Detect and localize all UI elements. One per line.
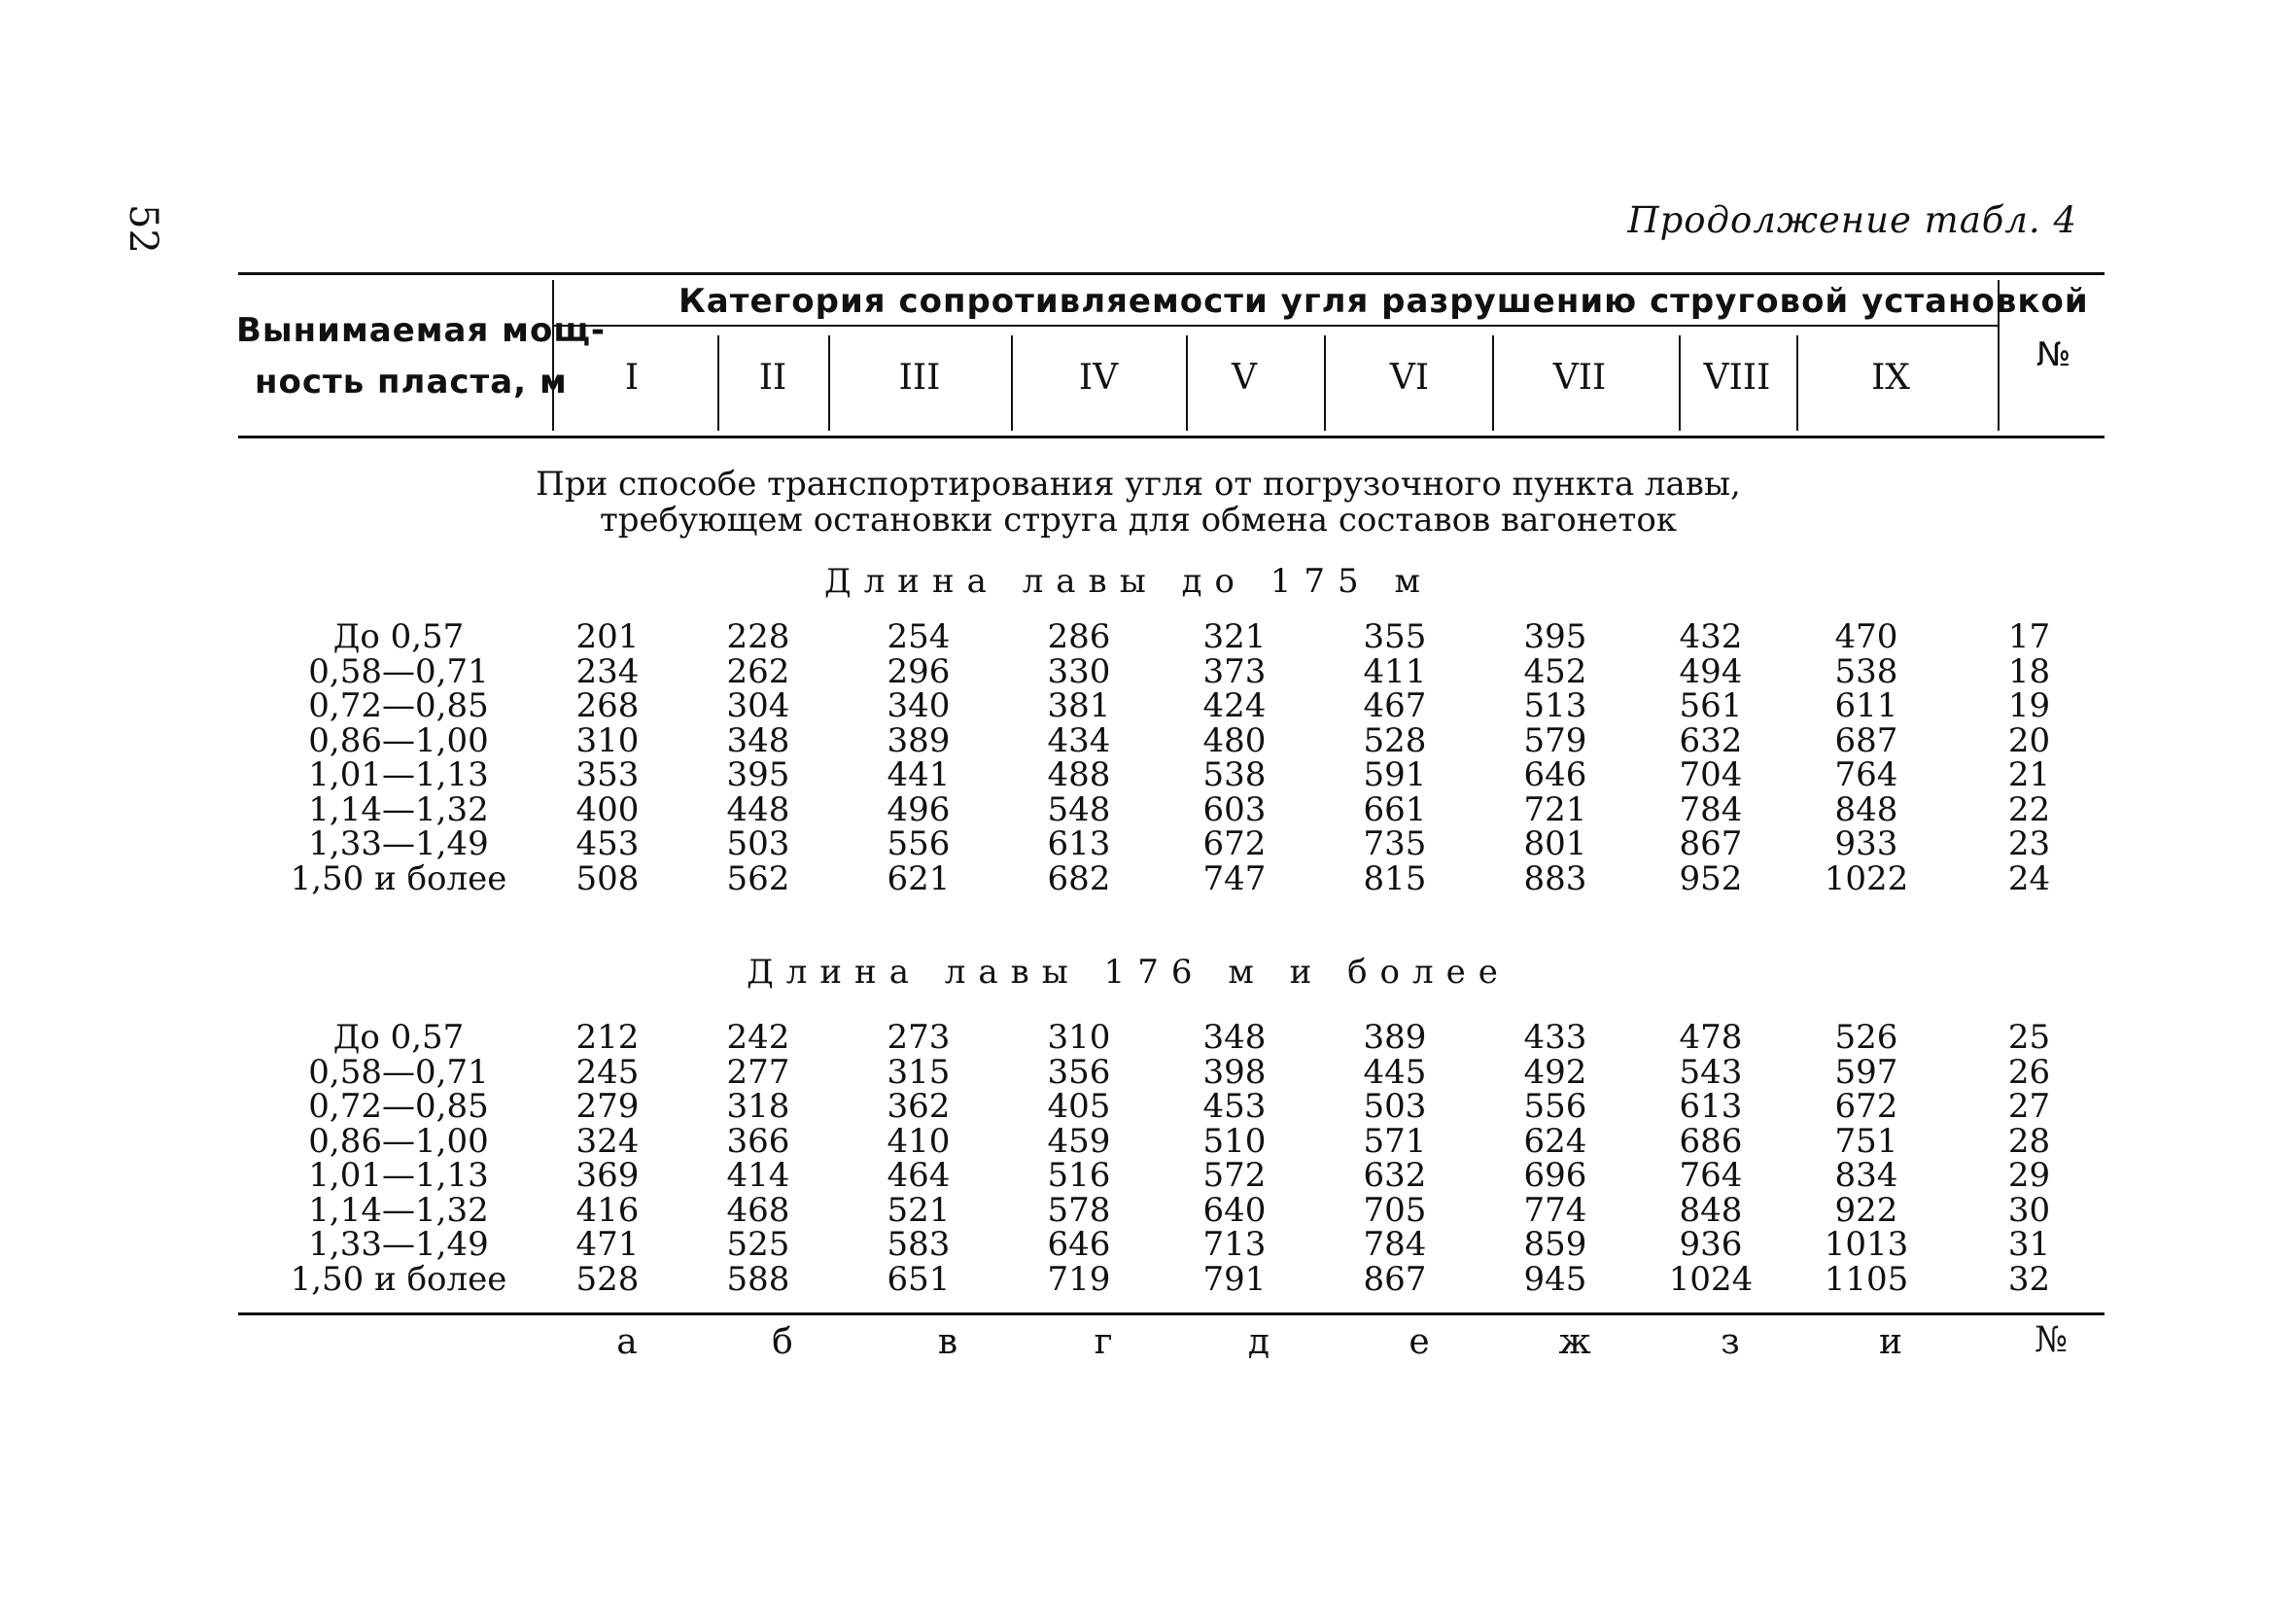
row-number-cell: 21	[2007, 755, 2051, 794]
value-cell: 613	[1679, 1087, 1743, 1126]
value-cell: 432	[1679, 617, 1743, 656]
table-row	[262, 689, 2114, 724]
thickness-cell: 1,33—1,49	[308, 824, 489, 863]
value-cell: 784	[1679, 789, 1743, 829]
value-cell: 424	[1202, 686, 1267, 725]
value-cell: 273	[887, 1018, 951, 1057]
value-cell: 445	[1363, 1052, 1427, 1092]
value-cell: 632	[1363, 1156, 1427, 1195]
value-cell: 279	[575, 1087, 640, 1126]
value-cell: 646	[1047, 1225, 1111, 1264]
value-cell: 1022	[1824, 858, 1909, 898]
thickness-cell: 1,01—1,13	[308, 755, 489, 794]
value-cell: 661	[1363, 789, 1427, 829]
header-separator	[552, 280, 554, 431]
category-header-cell: II	[758, 358, 787, 398]
value-cell: 747	[1202, 858, 1267, 898]
row-number-cell: 23	[2007, 824, 2051, 863]
value-cell: 353	[575, 755, 640, 794]
thickness-cell: 0,86—1,00	[308, 720, 489, 760]
value-cell: 201	[575, 617, 640, 656]
value-cell: 262	[726, 651, 790, 691]
value-cell: 468	[726, 1190, 790, 1230]
value-cell: 492	[1523, 1052, 1587, 1092]
row-label-header-line2: ность пласта, м	[255, 363, 568, 402]
value-cell: 304	[726, 686, 790, 725]
column-letter: б	[772, 1322, 793, 1362]
value-cell: 687	[1834, 720, 1898, 760]
value-cell: 672	[1834, 1087, 1898, 1126]
value-cell: 735	[1363, 824, 1427, 863]
row-number-cell: 27	[2007, 1087, 2051, 1126]
value-cell: 459	[1047, 1121, 1111, 1161]
thickness-cell: 1,50 и более	[290, 858, 507, 898]
category-header-cell: V	[1232, 358, 1257, 398]
value-cell: 526	[1834, 1018, 1898, 1057]
value-cell: 815	[1363, 858, 1427, 898]
value-cell: 867	[1679, 824, 1743, 863]
row-number-cell: 17	[2007, 617, 2051, 656]
value-cell: 646	[1523, 755, 1587, 794]
value-cell: 848	[1679, 1190, 1743, 1230]
value-cell: 556	[1523, 1087, 1587, 1126]
table-row	[262, 724, 2114, 759]
row-number-cell: 26	[2007, 1052, 2051, 1092]
thickness-cell: 1,50 и более	[290, 1259, 507, 1299]
table-row	[262, 1090, 2114, 1125]
value-cell: 478	[1679, 1018, 1743, 1057]
value-cell: 318	[726, 1087, 790, 1126]
value-cell: 528	[1363, 720, 1427, 760]
value-cell: 242	[726, 1018, 790, 1057]
value-cell: 848	[1834, 789, 1898, 829]
value-cell: 410	[887, 1121, 951, 1161]
row-number-cell: 32	[2007, 1259, 2051, 1299]
column-letter: ж	[1558, 1322, 1591, 1362]
value-cell: 510	[1202, 1121, 1267, 1161]
row-number-cell: 30	[2007, 1190, 2051, 1230]
table-row	[262, 1263, 2114, 1298]
value-cell: 562	[726, 858, 790, 898]
row-label-header-line1: Вынимаемая мощ-	[236, 311, 607, 350]
value-cell: 369	[575, 1156, 640, 1195]
value-cell: 496	[887, 789, 951, 829]
value-cell: 471	[575, 1225, 640, 1264]
value-cell: 416	[575, 1190, 640, 1230]
transport-note-line2: требующем остановки струга для обмена составов вагонеток	[599, 501, 1678, 540]
table-continuation-caption: Продолжение табл. 4	[1627, 199, 2077, 241]
thickness-cell: 1,14—1,32	[308, 1190, 489, 1230]
thickness-cell: 1,14—1,32	[308, 789, 489, 829]
number-column-header: №	[2036, 335, 2072, 374]
header-separator	[1324, 335, 1326, 431]
value-cell: 561	[1679, 686, 1743, 725]
value-cell: 433	[1523, 1018, 1587, 1057]
header-separator	[1796, 335, 1798, 431]
value-cell: 528	[575, 1259, 640, 1299]
value-cell: 400	[575, 789, 640, 829]
value-cell: 411	[1363, 651, 1427, 691]
footer-number-label: №	[2034, 1320, 2069, 1360]
category-header-cell: VII	[1552, 358, 1607, 398]
table-row	[262, 655, 2114, 690]
value-cell: 254	[887, 617, 951, 656]
value-cell: 791	[1202, 1259, 1267, 1299]
value-cell: 373	[1202, 651, 1267, 691]
value-cell: 651	[887, 1259, 951, 1299]
column-letter: и	[1879, 1322, 1902, 1362]
value-cell: 277	[726, 1052, 790, 1092]
value-cell: 453	[1202, 1087, 1267, 1126]
value-cell: 572	[1202, 1156, 1267, 1195]
column-letter: г	[1094, 1322, 1113, 1362]
value-cell: 632	[1679, 720, 1743, 760]
thickness-cell: 1,01—1,13	[308, 1156, 489, 1195]
value-cell: 366	[726, 1121, 790, 1161]
value-cell: 389	[1363, 1018, 1427, 1057]
value-cell: 389	[887, 720, 951, 760]
table-row	[262, 1228, 2114, 1263]
header-separator	[1011, 335, 1013, 431]
category-header-cell: III	[898, 358, 941, 398]
value-cell: 1013	[1824, 1225, 1909, 1264]
value-cell: 721	[1523, 789, 1587, 829]
value-cell: 310	[575, 720, 640, 760]
value-cell: 883	[1523, 858, 1587, 898]
thickness-cell: 0,72—0,85	[308, 686, 489, 725]
value-cell: 1024	[1668, 1259, 1754, 1299]
header-separator	[1679, 335, 1681, 431]
value-cell: 834	[1834, 1156, 1898, 1195]
data-table-section2	[262, 1018, 2114, 1299]
value-cell: 448	[726, 789, 790, 829]
table-bottom-rule	[238, 1312, 2105, 1315]
table-row	[262, 1021, 2114, 1056]
value-cell: 859	[1523, 1225, 1587, 1264]
value-cell: 696	[1523, 1156, 1587, 1195]
table-row	[262, 793, 2114, 828]
row-number-cell: 19	[2007, 686, 2051, 725]
value-cell: 245	[575, 1052, 640, 1092]
row-number-cell: 29	[2007, 1156, 2051, 1195]
value-cell: 348	[726, 720, 790, 760]
value-cell: 588	[726, 1259, 790, 1299]
value-cell: 682	[1047, 858, 1111, 898]
thickness-cell: 1,33—1,49	[308, 1225, 489, 1264]
value-cell: 611	[1834, 686, 1898, 725]
row-number-cell: 20	[2007, 720, 2051, 760]
table-row	[262, 1159, 2114, 1194]
thickness-cell: 0,58—0,71	[308, 651, 489, 691]
value-cell: 764	[1834, 755, 1898, 794]
value-cell: 591	[1363, 755, 1427, 794]
value-cell: 395	[1523, 617, 1587, 656]
value-cell: 381	[1047, 686, 1111, 725]
transport-note-line1: При способе транспортирования угля от погрузочного пункта лавы,	[536, 465, 1741, 504]
value-cell: 640	[1202, 1190, 1267, 1230]
value-cell: 672	[1202, 824, 1267, 863]
row-number-cell: 18	[2007, 651, 2051, 691]
value-cell: 867	[1363, 1259, 1427, 1299]
value-cell: 330	[1047, 651, 1111, 691]
value-cell: 296	[887, 651, 951, 691]
value-cell: 774	[1523, 1190, 1587, 1230]
value-cell: 398	[1202, 1052, 1267, 1092]
value-cell: 405	[1047, 1087, 1111, 1126]
value-cell: 508	[575, 858, 640, 898]
value-cell: 578	[1047, 1190, 1111, 1230]
category-header-cell: VI	[1389, 358, 1430, 398]
category-header-cell: IV	[1078, 358, 1119, 398]
value-cell: 571	[1363, 1121, 1427, 1161]
value-cell: 751	[1834, 1121, 1898, 1161]
value-cell: 464	[887, 1156, 951, 1195]
value-cell: 434	[1047, 720, 1111, 760]
value-cell: 945	[1523, 1259, 1587, 1299]
value-cell: 324	[575, 1121, 640, 1161]
row-number-cell: 31	[2007, 1225, 2051, 1264]
value-cell: 1105	[1824, 1259, 1909, 1299]
value-cell: 234	[575, 651, 640, 691]
value-cell: 503	[1363, 1087, 1427, 1126]
value-cell: 705	[1363, 1190, 1427, 1230]
value-cell: 538	[1202, 755, 1267, 794]
value-cell: 597	[1834, 1052, 1898, 1092]
thickness-cell: 0,72—0,85	[308, 1087, 489, 1126]
value-cell: 340	[887, 686, 951, 725]
value-cell: 395	[726, 755, 790, 794]
value-cell: 494	[1679, 651, 1743, 691]
column-letter: з	[1721, 1322, 1740, 1362]
value-cell: 538	[1834, 651, 1898, 691]
value-cell: 543	[1679, 1052, 1743, 1092]
header-bottom-rule	[238, 436, 2105, 438]
row-number-cell: 24	[2007, 858, 2051, 898]
category-header-cell: VIII	[1703, 358, 1771, 398]
thickness-cell: До 0,57	[332, 617, 465, 656]
header-top-rule	[238, 272, 2105, 275]
category-header: Категория сопротивляемости угля разрушению струговой установкой	[678, 282, 2089, 321]
table-row	[262, 1056, 2114, 1091]
value-cell: 686	[1679, 1121, 1743, 1161]
row-number-cell: 22	[2007, 789, 2051, 829]
column-letter: в	[937, 1322, 958, 1362]
value-cell: 936	[1679, 1225, 1743, 1264]
value-cell: 467	[1363, 686, 1427, 725]
value-cell: 348	[1202, 1018, 1267, 1057]
table-row	[262, 620, 2114, 655]
row-number-cell: 25	[2007, 1018, 2051, 1057]
value-cell: 228	[726, 617, 790, 656]
value-cell: 414	[726, 1156, 790, 1195]
thickness-cell: До 0,57	[332, 1018, 465, 1057]
value-cell: 603	[1202, 789, 1267, 829]
value-cell: 480	[1202, 720, 1267, 760]
value-cell: 583	[887, 1225, 951, 1264]
value-cell: 922	[1834, 1190, 1898, 1230]
table-row	[262, 1125, 2114, 1160]
value-cell: 713	[1202, 1225, 1267, 1264]
page-number: 52	[121, 204, 165, 254]
value-cell: 310	[1047, 1018, 1111, 1057]
header-separator	[717, 335, 719, 431]
value-cell: 579	[1523, 720, 1587, 760]
value-cell: 621	[887, 858, 951, 898]
value-cell: 452	[1523, 651, 1587, 691]
value-cell: 286	[1047, 617, 1111, 656]
value-cell: 315	[887, 1052, 951, 1092]
table-row	[262, 1194, 2114, 1229]
value-cell: 704	[1679, 755, 1743, 794]
value-cell: 268	[575, 686, 640, 725]
value-cell: 356	[1047, 1052, 1111, 1092]
value-cell: 355	[1363, 617, 1427, 656]
thickness-cell: 0,86—1,00	[308, 1121, 489, 1161]
category-header-cell: IX	[1871, 358, 1910, 398]
value-cell: 488	[1047, 755, 1111, 794]
value-cell: 952	[1679, 858, 1743, 898]
value-cell: 624	[1523, 1121, 1587, 1161]
section-title-up-to-175m: Длина лавы до 175 м	[824, 562, 1433, 601]
table-row	[262, 862, 2114, 897]
column-letter: д	[1247, 1322, 1270, 1362]
value-cell: 516	[1047, 1156, 1111, 1195]
table-row	[262, 758, 2114, 793]
header-separator	[1492, 335, 1494, 431]
value-cell: 362	[887, 1087, 951, 1126]
value-cell: 212	[575, 1018, 640, 1057]
value-cell: 321	[1202, 617, 1267, 656]
value-cell: 503	[726, 824, 790, 863]
category-header-cell: I	[624, 358, 640, 398]
value-cell: 801	[1523, 824, 1587, 863]
column-letter: а	[616, 1322, 638, 1362]
value-cell: 556	[887, 824, 951, 863]
value-cell: 613	[1047, 824, 1111, 863]
data-table-section1	[262, 617, 2114, 898]
value-cell: 548	[1047, 789, 1111, 829]
value-cell: 525	[726, 1225, 790, 1264]
value-cell: 784	[1363, 1225, 1427, 1264]
section-title-176m-and-more: Длина лавы 176 м и более	[747, 953, 1511, 992]
value-cell: 521	[887, 1190, 951, 1230]
row-number-cell: 28	[2007, 1121, 2051, 1161]
header-separator	[828, 335, 830, 431]
column-letter: е	[1409, 1322, 1430, 1362]
value-cell: 719	[1047, 1259, 1111, 1299]
header-separator	[1186, 335, 1188, 431]
table-row	[262, 827, 2114, 862]
category-subheader-rule	[554, 325, 1998, 327]
value-cell: 933	[1834, 824, 1898, 863]
value-cell: 441	[887, 755, 951, 794]
value-cell: 453	[575, 824, 640, 863]
value-cell: 764	[1679, 1156, 1743, 1195]
thickness-cell: 0,58—0,71	[308, 1052, 489, 1092]
value-cell: 470	[1834, 617, 1898, 656]
value-cell: 513	[1523, 686, 1587, 725]
